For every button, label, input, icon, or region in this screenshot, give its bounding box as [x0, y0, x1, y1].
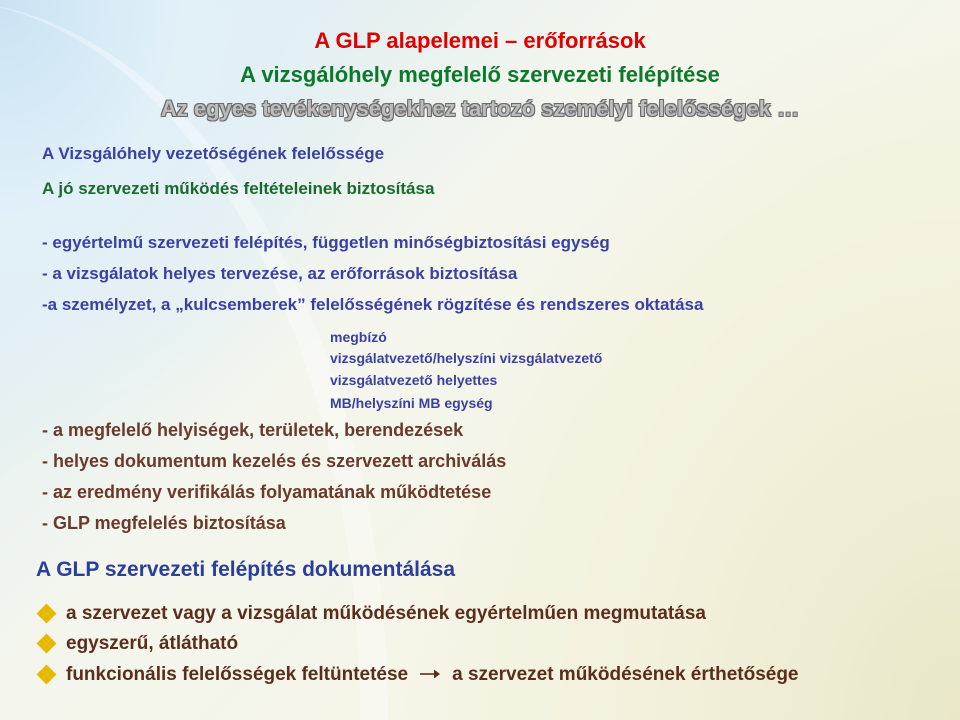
management-item: - egyértelmű szervezeti felépítés, független minőségbiztosítási egység [42, 233, 610, 252]
management-item-2: - az eredmény verifikálás folyamatának működtetése [42, 482, 492, 502]
documentation-bullet-text: a szervezet vagy a vizsgálat működésének egyértelműen megmutatása [66, 603, 706, 624]
documentation-heading: A GLP szervezeti felépítés dokumentálása [36, 558, 455, 581]
documentation-bullet-text: funkcionális felelősségek feltüntetése [66, 664, 409, 685]
management-item-2: - helyes dokumentum kezelés és szervezett archiválás [42, 451, 507, 471]
title-line-1: A GLP alapelemei – erőforrások [314, 28, 646, 53]
documentation-bullet-text: egyszerű, átlátható [66, 633, 239, 654]
management-item: -a személyzet, a „kulcsemberek” felelősségének rögzítése és rendszeres oktatása [42, 295, 704, 314]
four-diamond-icon [38, 635, 56, 653]
key-person-item: vizsgálatvezető helyettes [330, 372, 498, 388]
title-line-3: Az egyes tevékenységekhez tartozó személyi felelősségek … [160, 96, 800, 121]
management-item: - a vizsgálatok helyes tervezése, az erőforrások biztosítása [42, 264, 518, 283]
documentation-bullet-text: a szervezet működésének érthetősége [452, 664, 799, 685]
key-person-item: megbízó [330, 329, 387, 345]
management-heading: A Vizsgálóhely vezetőségének felelőssége [42, 144, 385, 163]
management-item-2: - a megfelelő helyiségek, területek, berendezések [42, 420, 464, 440]
documentation-bullet [38, 633, 238, 655]
key-person-item: MB/helyszíni MB egység [330, 395, 493, 411]
four-diamond-icon [38, 605, 56, 623]
four-diamond-icon [38, 666, 56, 684]
title-line-2: A vizsgálóhely megfelelő szervezeti felépítése [240, 62, 720, 87]
documentation-bullet [38, 603, 706, 625]
management-subheading: A jó szervezeti működés feltételeinek biztosítása [42, 179, 435, 198]
right-arrow-icon [418, 664, 442, 686]
documentation-bullet [38, 664, 799, 686]
management-item-2: - GLP megfelelés biztosítása [42, 513, 286, 533]
key-person-item: vizsgálatvezető/helyszíni vizsgálatvezető [330, 350, 603, 366]
